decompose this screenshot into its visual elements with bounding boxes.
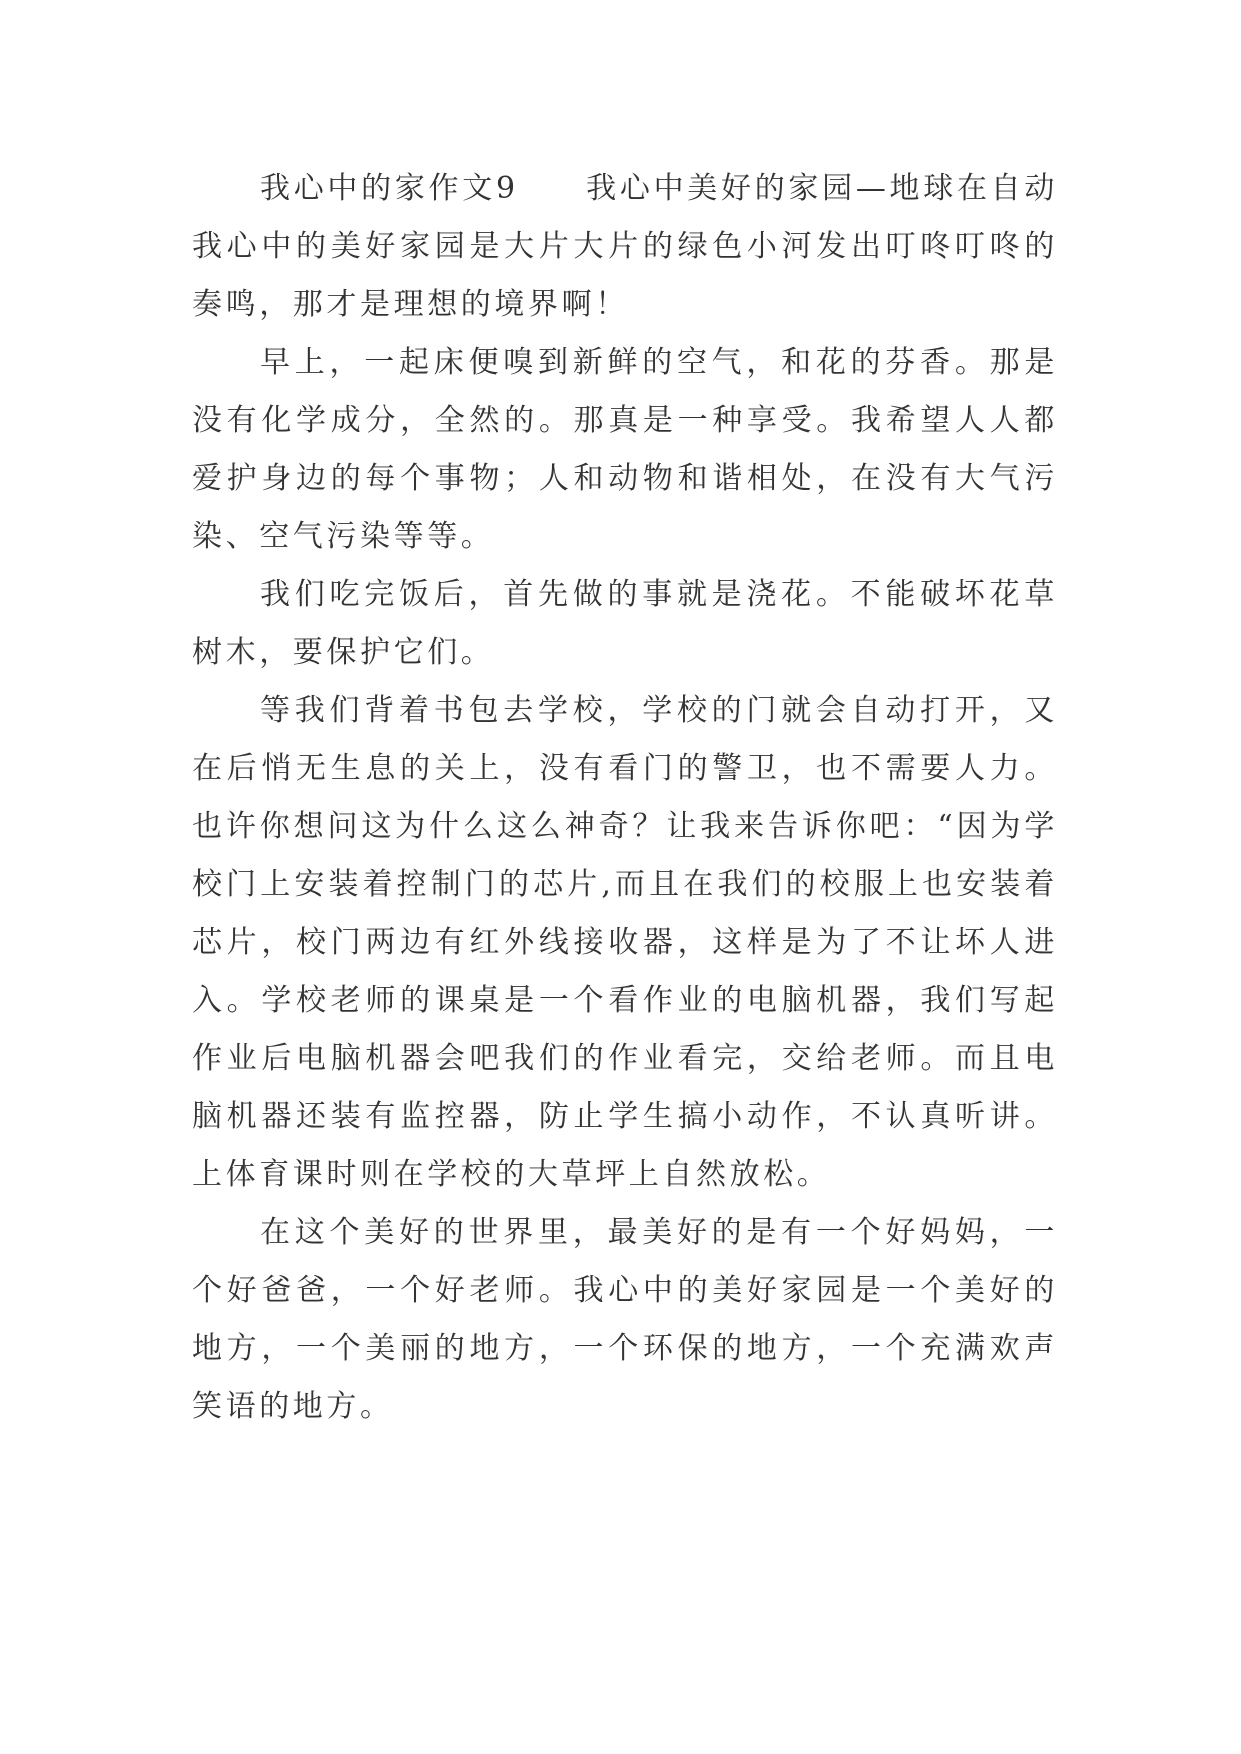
paragraph-4: 等我们背着书包去学校，学校的门就会自动打开，又在后悄无生息的关上，没有看门的警卫，也不需要人力。也许你想问这为什么这么神奇？让我来告诉你吧：“因为学校门上安装着控制门的芯片,而且在我们的校服上也安装着芯片，校门两边有红外线接收器，这样是为了不让坏人进入。学校老师的课桌是一个看作业的电脑机器，我们写起作业后电脑机器会吧我们的作业看完，交给老师。而且电脑机器还装有监控器，防止学生搞小动作，不认真听讲。上体育课时则在学校的大草坪上自然放松。: [192, 693, 1058, 1192]
document-page: [192, 160, 1058, 1436]
paragraph-3: 我们吃完饭后，首先做的事就是浇花。不能破坏花草树木，要保护它们。: [192, 577, 1058, 670]
paragraph-5: 在这个美好的世界里，最美好的是有一个好妈妈，一个好爸爸，一个好老师。我心中的美好家园是一个美好的地方，一个美丽的地方，一个环保的地方，一个充满欢声笑语的地方。: [192, 1215, 1058, 1424]
paragraph-2: 早上，一起床便嗅到新鲜的空气，和花的芬香。那是没有化学成分，全然的。那真是一种享受。我希望人人都爱护身边的每个事物；人和动物和谐相处，在没有大气污染、空气污染等等。: [192, 345, 1058, 554]
paragraph-1: 我心中的家作文9 我心中美好的家园—地球在自动我心中的美好家园是大片大片的绿色小河发出叮咚叮咚的奏鸣，那才是理想的境界啊！: [192, 171, 1058, 322]
